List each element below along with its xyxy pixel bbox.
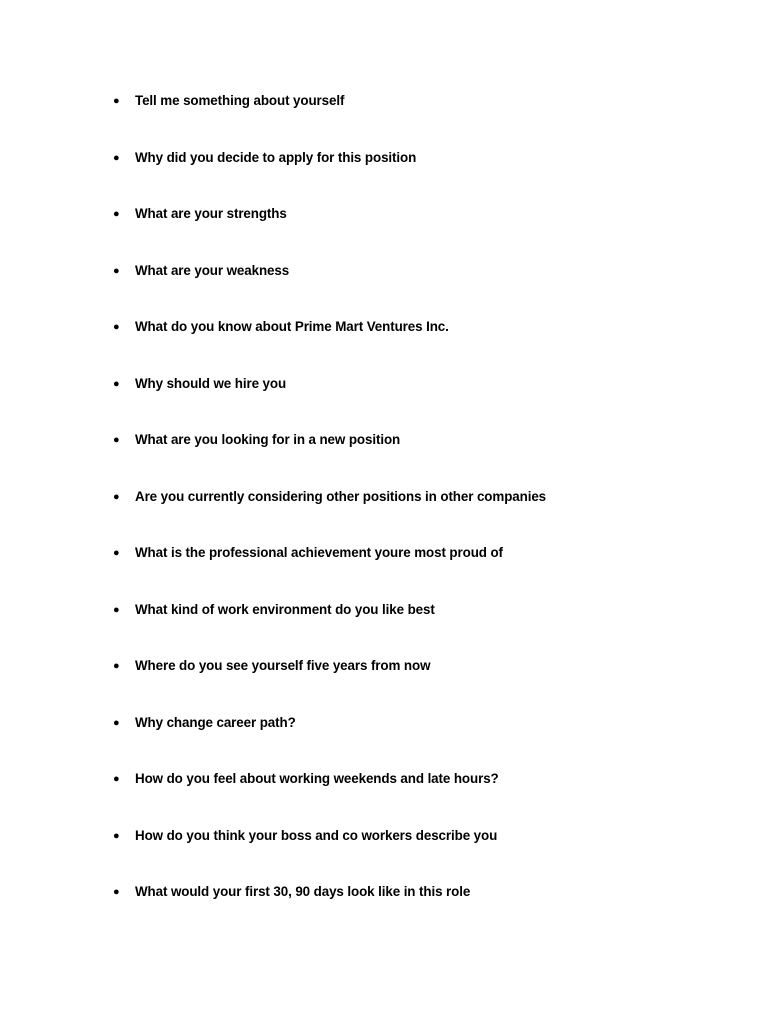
- bullet-icon: ●: [113, 773, 120, 785]
- bullet-icon: ●: [113, 151, 120, 164]
- list-item: [0, 882, 768, 939]
- bullet-icon: ●: [113, 377, 120, 390]
- question-text: Where do you see yourself five years from now: [135, 658, 431, 673]
- question-text: What kind of work environment do you like best: [135, 601, 435, 617]
- bullet-icon: ●: [113, 434, 120, 446]
- question-text: Why should we hire you: [135, 375, 287, 391]
- question-text: Why change career path?: [135, 714, 296, 730]
- list-item: [0, 543, 768, 600]
- bullet-icon: ●: [113, 716, 120, 729]
- bullet-icon: ●: [113, 321, 120, 333]
- bullet-icon: ●: [113, 264, 120, 277]
- bullet-icon: ●: [113, 660, 120, 672]
- list-item: [0, 769, 768, 826]
- bullet-icon: ●: [113, 829, 120, 842]
- bullet-icon: ●: [113, 603, 120, 616]
- list-item: [0, 487, 768, 544]
- question-text: Why did you decide to apply for this position: [135, 149, 417, 165]
- question-text: What are you looking for in a new position: [135, 432, 401, 447]
- list-item: [0, 826, 768, 883]
- list-item: [0, 317, 768, 374]
- question-text: What are your strengths: [135, 206, 287, 221]
- bullet-icon: ●: [113, 490, 120, 503]
- question-text: What are your weakness: [135, 262, 290, 278]
- list-item: [0, 148, 768, 205]
- list-item: [0, 261, 768, 318]
- question-text: How do you feel about working weekends and late hours?: [135, 771, 499, 786]
- question-text: What do you know about Prime Mart Ventures Inc.: [135, 319, 449, 334]
- bullet-icon: ●: [113, 95, 120, 107]
- list-item: [0, 204, 768, 261]
- list-item: [0, 713, 768, 770]
- bullet-icon: ●: [113, 547, 120, 559]
- bullet-icon: ●: [113, 886, 120, 898]
- list-item: [0, 600, 768, 657]
- question-text: What would your first 30, 90 days look like in this role: [135, 884, 471, 899]
- list-item: [0, 91, 768, 148]
- question-text: Tell me something about yourself: [135, 93, 345, 108]
- list-item: [0, 656, 768, 713]
- list-item: [0, 430, 768, 487]
- interview-question-list: [0, 91, 768, 939]
- list-item: [0, 374, 768, 431]
- question-text: What is the professional achievement youre most proud of: [135, 545, 503, 560]
- bullet-icon: ●: [113, 208, 120, 220]
- question-text: Are you currently considering other positions in other companies: [135, 488, 547, 504]
- question-text: How do you think your boss and co workers describe you: [135, 827, 498, 843]
